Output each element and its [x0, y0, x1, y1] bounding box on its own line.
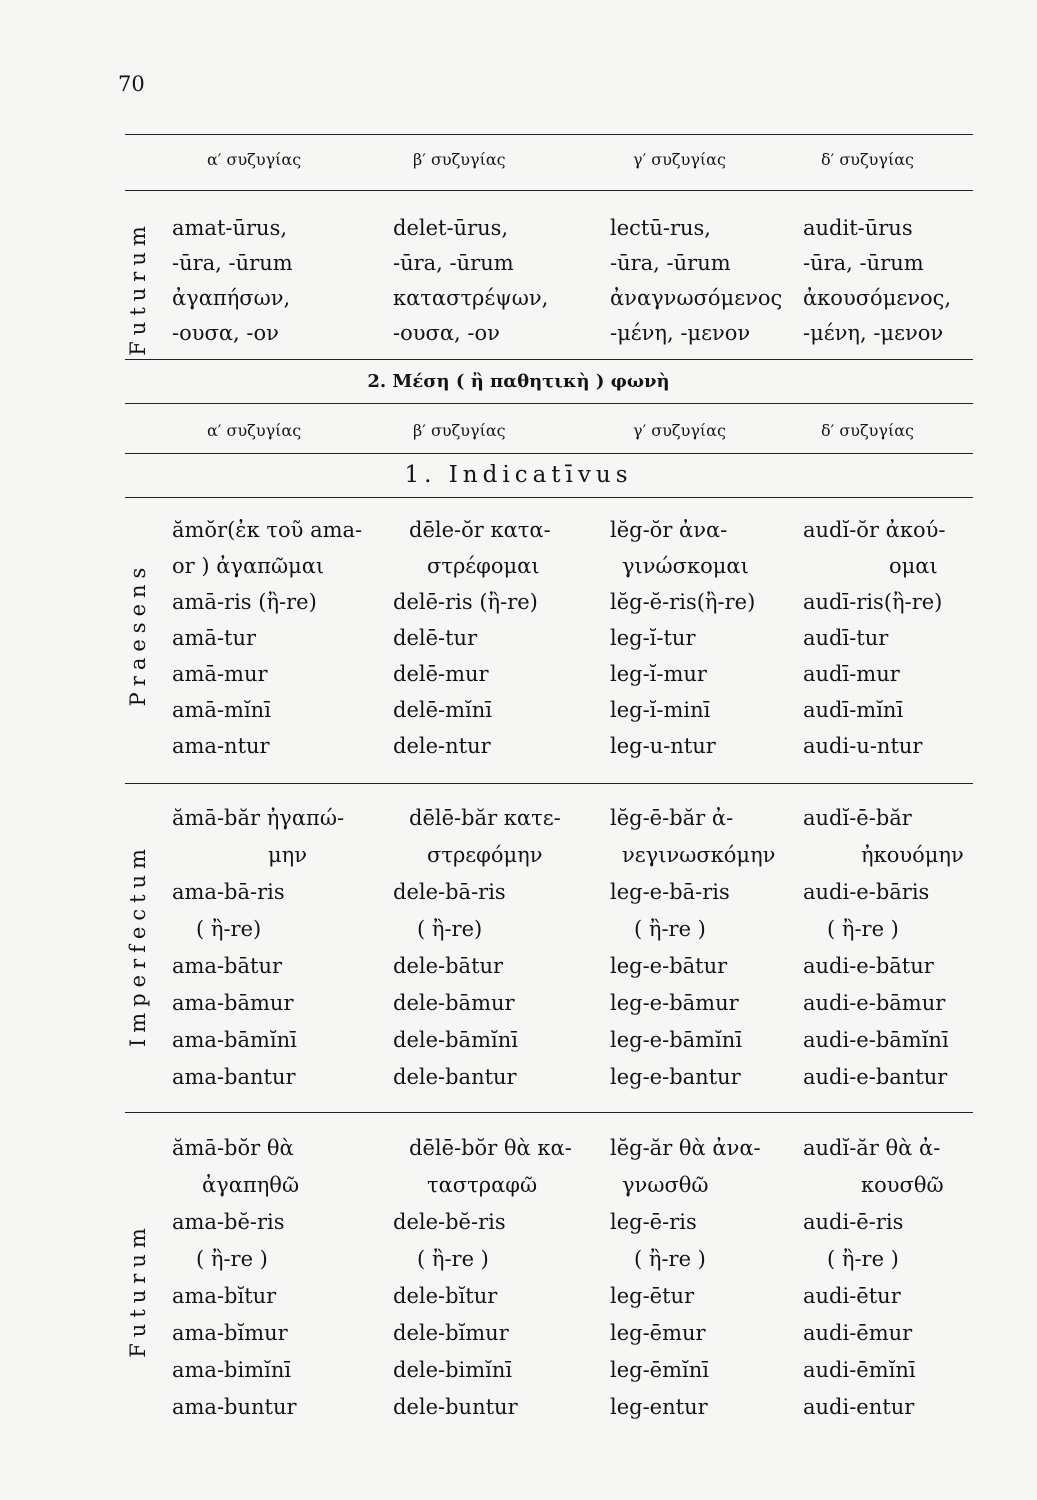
- subsection-title: 1. Indicatīvus: [404, 462, 633, 488]
- form-cell: audi-e-bantur: [803, 1065, 948, 1089]
- form-cell: or ) ἀγαπῶμαι: [172, 554, 325, 578]
- form-cell: dele-bāmĭnī: [393, 1028, 518, 1052]
- form-cell: delē-tur: [393, 626, 478, 650]
- form-cell: amat-ūrus,: [172, 216, 288, 240]
- form-cell: ama-bĭmur: [172, 1321, 288, 1345]
- form-cell: leg-ē-ris: [610, 1210, 697, 1234]
- form-cell: leg-ētur: [610, 1284, 695, 1308]
- form-cell: amā-mĭnī: [172, 698, 271, 722]
- form-cell: audi-e-bāris: [803, 880, 930, 904]
- form-cell: leg-ĭ-tur: [610, 626, 696, 650]
- tense-label-futurum-active: Futurum: [126, 220, 150, 356]
- form-cell: dele-bāmur: [393, 991, 515, 1015]
- form-cell: audi-u-ntur: [803, 734, 923, 758]
- column-header: δ′ συζυγίας: [821, 421, 914, 440]
- form-cell: amā-tur: [172, 626, 257, 650]
- form-cell: κουσθῶ: [861, 1173, 944, 1197]
- rule: [125, 359, 973, 360]
- form-cell: delet-ūrus,: [393, 216, 509, 240]
- form-cell: ( ἢ-re ): [417, 1247, 489, 1271]
- page-number: 70: [118, 72, 145, 96]
- form-cell: audi-ēmĭnī: [803, 1358, 916, 1382]
- tense-label-praesens: Praesens: [126, 561, 150, 707]
- form-cell: audi-e-bātur: [803, 954, 934, 978]
- form-cell: amā-ris (ἢ-re): [172, 590, 317, 614]
- form-cell: -ουσα, -ον: [172, 321, 279, 345]
- form-cell: ama-bimĭnī: [172, 1358, 292, 1382]
- form-cell: ἀγαπηθῶ: [202, 1173, 300, 1197]
- form-cell: ἀκουσόμενος,: [803, 286, 952, 310]
- form-cell: dele-bimĭnī: [393, 1358, 513, 1382]
- form-cell: lĕg-ĕ-ris(ἢ-re): [610, 590, 756, 614]
- form-cell: lectū-rus,: [610, 216, 711, 240]
- form-cell: -μένη, -μενον: [803, 321, 944, 345]
- form-cell: ămā-băr ἠγαπώ-: [172, 806, 345, 830]
- form-cell: στρεφόμην: [427, 843, 543, 867]
- form-cell: lĕg-ŏr ἀνα-: [610, 518, 728, 542]
- form-cell: ama-bĕ-ris: [172, 1210, 285, 1234]
- rule: [125, 134, 973, 135]
- tense-label-imperfectum: Imperfectum: [126, 843, 150, 1047]
- form-cell: amā-mur: [172, 662, 268, 686]
- form-cell: -ūra, -ūrum: [172, 251, 293, 275]
- form-cell: audī-tur: [803, 626, 889, 650]
- form-cell: leg-ĭ-minī: [610, 698, 711, 722]
- form-cell: ἀγαπήσων,: [172, 286, 291, 310]
- form-cell: dēlē-bŏr θὰ κα-: [409, 1136, 572, 1160]
- column-header: δ′ συζυγίας: [821, 150, 914, 169]
- form-cell: leg-entur: [610, 1395, 708, 1419]
- form-cell: καταστρέψων,: [393, 286, 549, 310]
- form-cell: -ūra, -ūrum: [610, 251, 731, 275]
- form-cell: ama-bā-ris: [172, 880, 285, 904]
- form-cell: ama-bāmur: [172, 991, 294, 1015]
- form-cell: leg-ĭ-mur: [610, 662, 707, 686]
- tense-label-futurum-passive: Futurum: [126, 1222, 150, 1358]
- form-cell: γινώσκομαι: [622, 554, 749, 578]
- form-cell: audĭ-ăr θὰ ἀ-: [803, 1136, 941, 1160]
- form-cell: -ūra, -ūrum: [393, 251, 514, 275]
- form-cell: -ουσα, -ον: [393, 321, 500, 345]
- form-cell: -μένη, -μενον: [610, 321, 751, 345]
- form-cell: ( ἢ-re ): [196, 1247, 268, 1271]
- column-header: β′ συζυγίας: [413, 421, 506, 440]
- column-header: γ′ συζυγίας: [633, 150, 726, 169]
- form-cell: ἠκουόμην: [861, 843, 964, 867]
- column-header: α′ συζυγίας: [207, 150, 302, 169]
- form-cell: στρέφομαι: [427, 554, 540, 578]
- form-cell: γνωσθῶ: [622, 1173, 709, 1197]
- form-cell: ămā-bŏr θὰ: [172, 1136, 294, 1160]
- form-cell: ama-bĭtur: [172, 1284, 277, 1308]
- form-cell: delē-ris (ἢ-re): [393, 590, 538, 614]
- rule: [125, 783, 973, 784]
- form-cell: dele-bantur: [393, 1065, 517, 1089]
- form-cell: audĭ-ē-băr: [803, 806, 912, 830]
- form-cell: dele-bā-ris: [393, 880, 506, 904]
- form-cell: leg-ēmĭnī: [610, 1358, 709, 1382]
- form-cell: dēlē-băr κατε-: [409, 806, 561, 830]
- form-cell: ama-bantur: [172, 1065, 296, 1089]
- form-cell: ama-buntur: [172, 1395, 297, 1419]
- form-cell: audi-ēmur: [803, 1321, 913, 1345]
- form-cell: ama-bātur: [172, 954, 283, 978]
- form-cell: leg-e-bāmur: [610, 991, 739, 1015]
- form-cell: ( ἢ-re): [417, 917, 483, 941]
- form-cell: audi-ē-ris: [803, 1210, 904, 1234]
- form-cell: leg-e-bāmĭnī: [610, 1028, 743, 1052]
- form-cell: lĕg-ăr θὰ ἀνα-: [610, 1136, 761, 1160]
- form-cell: ama-ntur: [172, 734, 270, 758]
- section-title: 2. Μέση ( ἢ παθητικὴ ) φωνὴ: [367, 371, 670, 392]
- form-cell: leg-e-bātur: [610, 954, 728, 978]
- form-cell: νεγινωσκόμην: [622, 843, 776, 867]
- form-cell: audi-e-bāmur: [803, 991, 946, 1015]
- form-cell: dele-bĕ-ris: [393, 1210, 506, 1234]
- column-header: β′ συζυγίας: [413, 150, 506, 169]
- form-cell: delē-mĭnī: [393, 698, 492, 722]
- form-cell: ( ἢ-re ): [827, 1247, 899, 1271]
- form-cell: delē-mur: [393, 662, 489, 686]
- form-cell: leg-u-ntur: [610, 734, 716, 758]
- form-cell: ( ἢ-re ): [634, 1247, 706, 1271]
- form-cell: leg-e-bantur: [610, 1065, 741, 1089]
- form-cell: -ūra, -ūrum: [803, 251, 924, 275]
- form-cell: ομαι: [889, 554, 938, 578]
- column-header: γ′ συζυγίας: [633, 421, 726, 440]
- form-cell: lĕg-ē-băr ἀ-: [610, 806, 734, 830]
- form-cell: ama-bāmĭnī: [172, 1028, 297, 1052]
- form-cell: audi-entur: [803, 1395, 915, 1419]
- form-cell: μην: [268, 843, 307, 867]
- form-cell: ( ἢ-re ): [827, 917, 899, 941]
- form-cell: audī-mur: [803, 662, 900, 686]
- form-cell: ταστραφῶ: [427, 1173, 538, 1197]
- form-cell: dele-bātur: [393, 954, 504, 978]
- form-cell: audit-ūrus: [803, 216, 913, 240]
- form-cell: audĭ-ŏr ἀκού-: [803, 518, 946, 542]
- form-cell: leg-ēmur: [610, 1321, 706, 1345]
- form-cell: leg-e-bā-ris: [610, 880, 730, 904]
- rule: [125, 497, 973, 498]
- rule: [125, 453, 973, 454]
- form-cell: audī-ris(ἢ-re): [803, 590, 943, 614]
- rule: [125, 1112, 973, 1113]
- form-cell: audī-mĭnī: [803, 698, 904, 722]
- form-cell: dele-bĭtur: [393, 1284, 498, 1308]
- form-cell: dele-buntur: [393, 1395, 518, 1419]
- form-cell: dēle-ŏr κατα-: [409, 518, 551, 542]
- form-cell: dele-bĭmur: [393, 1321, 509, 1345]
- column-header: α′ συζυγίας: [207, 421, 302, 440]
- rule: [125, 190, 973, 191]
- form-cell: audi-ētur: [803, 1284, 901, 1308]
- rule: [125, 403, 973, 404]
- form-cell: dele-ntur: [393, 734, 491, 758]
- form-cell: ( ἢ-re): [196, 917, 262, 941]
- form-cell: ἀναγνωσόμενος: [610, 286, 783, 310]
- form-cell: audi-e-bāmĭnī: [803, 1028, 949, 1052]
- form-cell: ămŏr(ἐκ τοῦ ama-: [172, 518, 363, 542]
- form-cell: ( ἢ-re ): [634, 917, 706, 941]
